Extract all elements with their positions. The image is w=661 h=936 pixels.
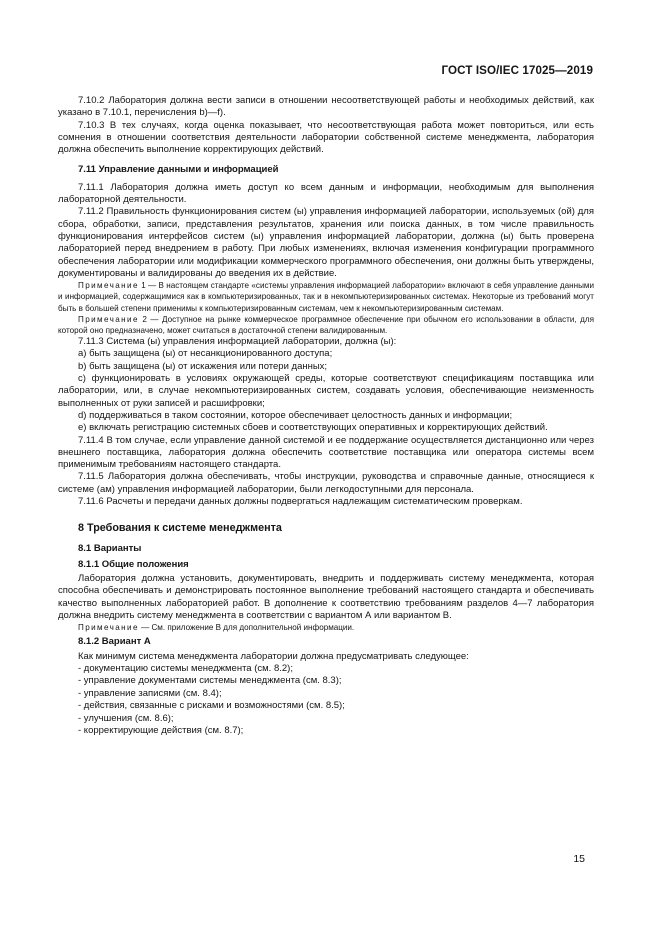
paragraph-7-11-5: 7.11.5 Лаборатория должна обеспечивать, чтобы инструкции, руководства и справочные данные, относящиеся к системе (ам) управления информацией лаборатории, были легкодоступными для персонала. [58, 471, 594, 495]
item-7-11-3-b: b) быть защищена (ы) от искажения или потери данных; [78, 360, 328, 372]
paragraph-7-11-2: 7.11.2 Правильность функционирования систем (ы) управления информацией лаборатории, используемых (ой) для сбора, обработки, записи, представления результатов, хранения или поиска данных, в том числе правильность функционирования интерфейсов систем (ы) управления информацией лаборатории, должна (ы) быть проверена лабораторией перед внедрением в работу. При любых изменениях, включая изменения конфигурации программного обеспечения лаборатории или модификации коммерческого программного обеспечения, они должны быть утверждены, документированы и валидированы до введения их в действие. [58, 206, 594, 279]
item-7-11-3-e: e) включать регистрацию системных сбоев и соответствующих оперативных и корректирующих действий. [78, 422, 548, 434]
note-1-label: Примечание [78, 281, 139, 291]
paragraph-7-11-1: 7.11.1 Лаборатория должна иметь доступ ко всем данным и информации, необходимым для выполнения лабораторной деятельности. [58, 181, 594, 206]
note-2-label: Примечание [78, 314, 139, 324]
page-number: 15 [573, 853, 585, 865]
note-1 [58, 280, 594, 314]
note-8-1-1-label: Примечание [78, 623, 139, 633]
heading-8-1-1: 8.1.1 Общие положения [78, 558, 189, 570]
item-7-11-3-d: d) поддерживаться в таком состоянии, которое обеспечивает целостность данных и информации; [78, 409, 513, 421]
list-item: - документацию системы менеджмента (см. 8.2); [78, 662, 293, 674]
note-2-text: 2 — Доступное на рынке коммерческое программное обеспечение при обычном его использовании в области, для которой оно предназначено, может считаться в достаточной степени валидированным. [58, 314, 594, 335]
list-item: - корректирующие действия (см. 8.7); [78, 725, 244, 737]
paragraph-7-11-4: 7.11.4 В том случае, если управление данной системой и ее поддержание осуществляется дистанционно или через внешнего поставщика, лаборатория должна обеспечить соответствие поставщика или оператора системы всем применимым требованиям настоящего стандарта. [58, 434, 594, 471]
list-item: - улучшения (см. 8.6); [78, 712, 174, 724]
note-2 [58, 314, 594, 336]
note-8-1-1-text: — См. приложение В для дополнительной информации. [138, 623, 355, 633]
paragraph-7-10-2: 7.10.2 Лаборатория должна вести записи в отношении несоответствующей работы и необходимых действий, как указано в 7.10.1, перечисления b)—f). [58, 95, 594, 119]
page-content [58, 95, 594, 738]
paragraph-8-1-1: Лаборатория должна установить, документировать, внедрить и поддерживать систему менеджмента, которая способна обеспечивать и демонстрировать постоянное выполнение требований настоящего стандарта и обеспечивать качество выполненных лабораторией работ. В дополнение к соответствию требованиям разделов 4—7 лаборатория должна внедрить систему менеджмента в соответствии с вариантом А или вариантом В. [58, 572, 594, 621]
list-item: - управление записями (см. 8.4); [78, 687, 222, 699]
note-8-1-1 [58, 622, 594, 633]
heading-8-1: 8.1 Варианты [78, 543, 142, 555]
list-item: - управление документами системы менеджмента (см. 8.3); [78, 675, 342, 687]
heading-7-11: 7.11 Управление данными и информацией [78, 164, 279, 176]
item-7-11-3-c: c) функционировать в условиях окружающей среды, которые соответствуют спецификациям поставщика или лаборатории, или, в случае некомпьютеризированных систем, создавать условия, обеспечивающие неизменность выполненных от руки записей и расшифровки; [58, 373, 594, 409]
list-item: - действия, связанные с рисками и возможностями (см. 8.5); [78, 700, 345, 712]
paragraph-7-11-6: 7.11.6 Расчеты и передачи данных должны подвергаться надлежащим систематическим проверкам. [78, 496, 523, 508]
heading-section-8: 8 Требования к системе менеджмента [78, 522, 282, 535]
item-7-11-3-a: a) быть защищена (ы) от несанкционированного доступа; [78, 348, 333, 360]
paragraph-7-11-3: 7.11.3 Система (ы) управления информацией лаборатории, должна (ы): [78, 336, 397, 348]
paragraph-7-10-3: 7.10.3 В тех случаях, когда оценка показывает, что несоответствующая работа может повториться, или есть сомнения в отношении соответствия деятельности лаборатории собственной системе менеджмента, лаборатория должна обеспечить выполнение корректирующих действий. [58, 119, 594, 156]
note-1-text: 1 — В настоящем стандарте «системы управления информацией лаборатории» включают в себя управление данными и информацией, содержащимися как в компьютеризированных, так и в некомпьютеризированных системах. Некоторые из требований могут быть в большей степени применимы к компьютеризированным системам, чем к некомпьютеризированным системам. [58, 281, 594, 313]
paragraph-8-1-2: Как минимум система менеджмента лаборатории должна предусматривать следующее: [78, 650, 469, 662]
heading-8-1-2: 8.1.2 Вариант А [78, 636, 151, 648]
standard-header: ГОСТ ISO/IEC 17025—2019 [441, 64, 593, 77]
